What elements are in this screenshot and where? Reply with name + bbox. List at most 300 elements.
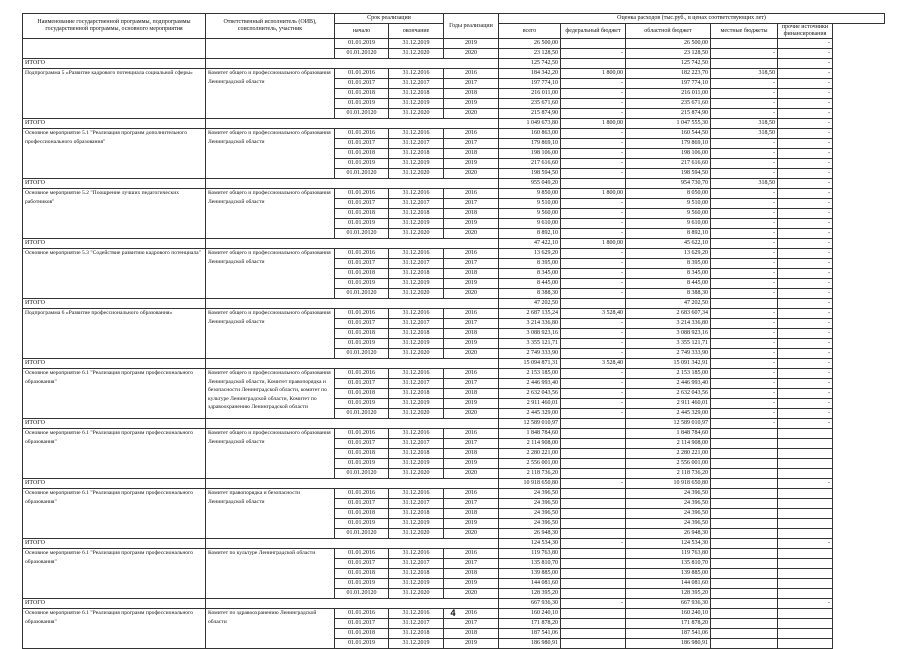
table-cell: 31.12.2016	[389, 249, 444, 259]
table-cell: 2 911 460,01	[499, 399, 561, 409]
table-cell	[561, 589, 626, 599]
table-cell: -	[711, 399, 778, 409]
total-cell: 667 936,30	[626, 599, 711, 609]
table-cell: -	[711, 289, 778, 299]
table-cell: 2017	[444, 139, 499, 149]
table-cell: 31.12.2018	[389, 89, 444, 99]
table-cell: 31.12.2017	[389, 439, 444, 449]
table-cell: -	[561, 409, 626, 419]
table-cell: 2 280 221,00	[499, 449, 561, 459]
table-cell: 31.12.2020	[389, 109, 444, 119]
table-cell: -	[778, 289, 833, 299]
table-cell: 217 616,60	[626, 159, 711, 169]
table-cell: 01.01.20120	[335, 229, 389, 239]
table-cell: 8 050,00	[626, 189, 711, 199]
table-cell	[561, 469, 626, 479]
table-cell: 9 610,00	[499, 219, 561, 229]
header-program: Наименование государственной программы, подпрограммы государственной программы, основного мероприятия	[23, 14, 206, 39]
table-cell: 31.12.2019	[389, 339, 444, 349]
table-cell	[778, 529, 833, 539]
total-cell	[711, 539, 778, 549]
table-row	[23, 429, 885, 439]
table-cell: 3 088 923,16	[626, 329, 711, 339]
total-label: ИТОГО	[23, 179, 206, 189]
header-other: прочие источники финансирования	[778, 24, 833, 39]
table-cell: 2019	[444, 519, 499, 529]
table-cell: 01.01.2017	[335, 319, 389, 329]
table-cell: 2017	[444, 79, 499, 89]
program-name: Основное мероприятие 6.1 "Реализация программ профессионального образования"	[23, 429, 206, 479]
table-cell: 2016	[444, 189, 499, 199]
table-cell: 2019	[444, 279, 499, 289]
table-cell: 23 128,50	[626, 49, 711, 59]
table-cell: 187 541,06	[499, 629, 561, 639]
table-cell: 01.01.2018	[335, 509, 389, 519]
executor-name: Комитет по здравоохранению Ленинградской области	[206, 609, 335, 649]
table-cell: 01.01.2017	[335, 619, 389, 629]
total-cell: 125 742,50	[626, 59, 711, 69]
total-label: ИТОГО	[23, 599, 206, 609]
table-cell: 01.01.2019	[335, 39, 389, 49]
table-cell: 119 763,80	[499, 549, 561, 559]
table-cell	[778, 509, 833, 519]
executor-name: Комитет общего и профессионального образования Ленинградской области	[206, 249, 335, 299]
total-row	[23, 479, 885, 489]
total-label: ИТОГО	[23, 119, 206, 129]
table-cell: 24 396,50	[499, 499, 561, 509]
total-cell: 10 918 650,80	[626, 479, 711, 489]
table-cell: 9 510,00	[626, 199, 711, 209]
table-cell: -	[561, 99, 626, 109]
table-cell: 2020	[444, 409, 499, 419]
table-cell: 01.01.2019	[335, 99, 389, 109]
total-cell: 47 422,10	[499, 239, 561, 249]
table-cell: 01.01.20120	[335, 529, 389, 539]
table-cell: -	[778, 149, 833, 159]
table-cell: 01.01.2016	[335, 609, 389, 619]
table-row	[23, 549, 885, 559]
table-cell	[711, 579, 778, 589]
table-cell: 26 948,30	[499, 529, 561, 539]
table-cell: -	[778, 189, 833, 199]
table-cell	[711, 629, 778, 639]
table-cell: -	[711, 109, 778, 119]
table-cell: 31.12.2020	[389, 229, 444, 239]
table-cell: -	[561, 249, 626, 259]
table-cell: 215 874,90	[626, 109, 711, 119]
header-total: всего	[499, 24, 561, 39]
table-cell: 31.12.2017	[389, 559, 444, 569]
table-cell: 139 885,00	[499, 569, 561, 579]
table-cell: 2017	[444, 559, 499, 569]
page-number: 4	[450, 608, 456, 618]
table-cell: 31.12.2016	[389, 309, 444, 319]
table-cell: 31.12.2018	[389, 329, 444, 339]
total-cell: 124 534,30	[499, 539, 561, 549]
total-cell: 45 622,10	[626, 239, 711, 249]
table-cell: 9 850,00	[499, 189, 561, 199]
table-cell: 01.01.2019	[335, 159, 389, 169]
table-cell: 31.12.2018	[389, 569, 444, 579]
table-cell: -	[711, 169, 778, 179]
total-row	[23, 419, 885, 429]
table-cell: 2019	[444, 579, 499, 589]
table-cell: 2 556 001,00	[626, 459, 711, 469]
table-cell	[711, 609, 778, 619]
table-cell: 2017	[444, 199, 499, 209]
table-cell: 179 869,10	[499, 139, 561, 149]
total-row	[23, 119, 885, 129]
table-cell: 8 892,10	[499, 229, 561, 239]
total-cell	[711, 59, 778, 69]
table-cell	[778, 549, 833, 559]
table-cell: 01.01.2017	[335, 139, 389, 149]
table-cell: 13 629,20	[499, 249, 561, 259]
table-cell: 01.01.2019	[335, 339, 389, 349]
table-cell: 186 980,91	[499, 639, 561, 649]
table-cell	[711, 519, 778, 529]
table-cell: -	[778, 329, 833, 339]
table-cell	[561, 39, 626, 49]
header-federal: федеральный бюджет	[561, 24, 626, 39]
table-cell: 198 106,00	[626, 149, 711, 159]
total-label: ИТОГО	[23, 239, 206, 249]
total-cell	[561, 59, 626, 69]
executor-name: Комитет общего и профессионального образования Ленинградской области	[206, 429, 335, 479]
table-cell: 2 445 329,00	[626, 409, 711, 419]
program-name: Подпрограмма 5 «Развитие кадрового потенциала социальной сферы»	[23, 69, 206, 119]
table-cell	[561, 639, 626, 649]
total-cell: 47 202,50	[626, 299, 711, 309]
table-cell: -	[778, 369, 833, 379]
table-cell: 2 445 329,00	[499, 409, 561, 419]
table-cell	[711, 549, 778, 559]
table-cell	[711, 589, 778, 599]
table-cell: -	[561, 49, 626, 59]
table-cell: 2017	[444, 619, 499, 629]
table-cell: -	[711, 99, 778, 109]
table-cell: -	[711, 79, 778, 89]
table-cell: 24 396,50	[499, 489, 561, 499]
table-cell: 8 395,00	[626, 259, 711, 269]
table-cell	[711, 569, 778, 579]
program-name: Основное мероприятие 5.1 "Реализация программ дополнительного профессионального образования"	[23, 129, 206, 179]
table-cell: -	[561, 79, 626, 89]
table-cell: 31.12.2020	[389, 529, 444, 539]
table-cell: 3 088 923,16	[499, 329, 561, 339]
table-cell	[778, 629, 833, 639]
total-cell: -	[778, 179, 833, 189]
table-cell	[561, 569, 626, 579]
total-cell: -	[711, 359, 778, 369]
header-start: начало	[335, 24, 389, 39]
total-label: ИТОГО	[23, 59, 206, 69]
table-cell: -	[711, 389, 778, 399]
table-cell: 01.01.2018	[335, 389, 389, 399]
table-cell	[561, 579, 626, 589]
table-cell: 31.12.2019	[389, 399, 444, 409]
table-cell: 31.12.2017	[389, 319, 444, 329]
table-cell: 01.01.2018	[335, 329, 389, 339]
executor-name: Комитет общего и профессионального образования Ленинградской области	[206, 129, 335, 179]
table-row	[23, 369, 885, 379]
executor-name: Комитет общего и профессионального образования Ленинградской области, Комитет правопорядка и безопасности Ленинградской области, комитет по культуре Ленинградской области, Комитет по здравоохранению Ленинградской области	[206, 369, 335, 419]
table-cell: 2017	[444, 379, 499, 389]
total-cell	[711, 599, 778, 609]
table-cell: 2 118 736,20	[499, 469, 561, 479]
table-cell: 2017	[444, 439, 499, 449]
table-cell: 2018	[444, 629, 499, 639]
table-cell: 2020	[444, 109, 499, 119]
table-cell	[711, 499, 778, 509]
table-cell: 216 011,00	[626, 89, 711, 99]
table-cell: 2 446 993,40	[626, 379, 711, 389]
table-cell	[778, 609, 833, 619]
table-cell: 318,50	[711, 69, 778, 79]
table-cell	[711, 459, 778, 469]
table-cell: 01.01.2018	[335, 629, 389, 639]
table-cell: -	[778, 79, 833, 89]
table-cell	[561, 499, 626, 509]
table-cell: 2 153 185,00	[626, 369, 711, 379]
table-cell: 01.01.20120	[335, 469, 389, 479]
table-cell: -	[778, 399, 833, 409]
table-cell	[778, 469, 833, 479]
program-name	[23, 39, 206, 59]
table-cell: 01.01.20120	[335, 589, 389, 599]
total-spacer	[206, 419, 499, 429]
table-cell: 119 763,80	[626, 549, 711, 559]
table-cell: 3 214 336,80	[499, 319, 561, 329]
total-cell: 124 534,30	[626, 539, 711, 549]
total-cell	[561, 179, 626, 189]
total-label: ИТОГО	[23, 419, 206, 429]
table-cell: 01.01.2019	[335, 399, 389, 409]
table-cell: -	[778, 259, 833, 269]
total-cell: 1 800,00	[561, 239, 626, 249]
table-cell: 2018	[444, 569, 499, 579]
table-cell: -	[561, 209, 626, 219]
table-cell: 2 683 607,34	[626, 309, 711, 319]
table-cell: 2017	[444, 259, 499, 269]
table-cell: 31.12.2018	[389, 269, 444, 279]
table-cell: 31.12.2016	[389, 609, 444, 619]
total-label: ИТОГО	[23, 539, 206, 549]
total-spacer	[206, 539, 499, 549]
total-spacer	[206, 359, 499, 369]
table-cell	[561, 459, 626, 469]
table-cell: 01.01.2018	[335, 149, 389, 159]
table-cell: -	[778, 339, 833, 349]
table-cell: 3 355 121,71	[499, 339, 561, 349]
table-cell: 01.01.2016	[335, 549, 389, 559]
table-cell: -	[711, 379, 778, 389]
table-cell	[561, 609, 626, 619]
table-cell: 31.12.2018	[389, 449, 444, 459]
table-cell: 160 544,50	[626, 129, 711, 139]
table-cell	[561, 449, 626, 459]
table-cell: -	[711, 369, 778, 379]
table-cell: 160 240,10	[499, 609, 561, 619]
header-local: местные бюджеты	[711, 24, 778, 39]
table-cell: 2018	[444, 209, 499, 219]
table-cell	[711, 509, 778, 519]
total-cell: 10 918 650,80	[499, 479, 561, 489]
table-cell: 01.01.2018	[335, 89, 389, 99]
total-cell: 318,50	[711, 179, 778, 189]
table-cell: 31.12.2016	[389, 429, 444, 439]
table-cell: 2 749 333,90	[626, 349, 711, 359]
table-cell: -	[561, 279, 626, 289]
table-cell: 24 396,50	[626, 499, 711, 509]
table-cell: 235 671,60	[499, 99, 561, 109]
table-cell: 2017	[444, 319, 499, 329]
table-cell: 2016	[444, 369, 499, 379]
budget-document-page	[22, 13, 884, 649]
total-cell: -	[711, 419, 778, 429]
table-cell: -	[778, 159, 833, 169]
table-cell: 31.12.2019	[389, 159, 444, 169]
table-cell: 01.01.2017	[335, 79, 389, 89]
table-cell: 31.12.2018	[389, 629, 444, 639]
table-cell: 215 874,90	[499, 109, 561, 119]
table-cell: -	[778, 269, 833, 279]
table-row	[23, 189, 885, 199]
table-cell: 31.12.2019	[389, 219, 444, 229]
table-cell: -	[711, 319, 778, 329]
table-cell: -	[778, 89, 833, 99]
table-cell	[561, 489, 626, 499]
table-cell: 2020	[444, 229, 499, 239]
table-cell: -	[711, 309, 778, 319]
table-cell: 8 445,00	[626, 279, 711, 289]
executor-name: Комитет общего и профессионального образования Ленинградской области	[206, 69, 335, 119]
table-cell	[561, 529, 626, 539]
table-cell: 01.01.20120	[335, 49, 389, 59]
table-body	[23, 39, 885, 649]
table-cell: -	[778, 219, 833, 229]
table-cell: 3 214 336,80	[626, 319, 711, 329]
table-cell: 3 528,40	[561, 309, 626, 319]
table-cell: 01.01.2018	[335, 209, 389, 219]
table-cell: 31.12.2017	[389, 499, 444, 509]
table-cell: -	[561, 169, 626, 179]
table-cell: 31.12.2017	[389, 379, 444, 389]
table-cell: -	[561, 349, 626, 359]
table-cell: 9 510,00	[499, 199, 561, 209]
table-cell: 31.12.2017	[389, 259, 444, 269]
table-cell: 13 629,20	[626, 249, 711, 259]
table-cell: 01.01.2018	[335, 449, 389, 459]
total-cell: 15 094 871,31	[499, 359, 561, 369]
total-row	[23, 599, 885, 609]
table-cell: 2018	[444, 449, 499, 459]
table-cell	[778, 519, 833, 529]
table-cell: -	[561, 339, 626, 349]
table-cell: 2 687 135,24	[499, 309, 561, 319]
table-cell: -	[778, 249, 833, 259]
table-cell: 01.01.2017	[335, 199, 389, 209]
header-years: Годы реализации	[444, 14, 499, 39]
table-cell: 01.01.20120	[335, 349, 389, 359]
table-cell: -	[711, 199, 778, 209]
total-cell: -	[561, 539, 626, 549]
table-cell: -	[711, 149, 778, 159]
table-cell: 144 081,60	[626, 579, 711, 589]
table-cell: 01.01.2019	[335, 639, 389, 649]
table-cell: 24 396,50	[626, 519, 711, 529]
table-cell	[778, 559, 833, 569]
table-row	[23, 129, 885, 139]
table-cell: 2016	[444, 429, 499, 439]
table-cell: 24 396,50	[626, 489, 711, 499]
table-cell: -	[561, 109, 626, 119]
table-cell: 160 240,10	[626, 609, 711, 619]
table-cell: 8 445,00	[499, 279, 561, 289]
table-cell: 184 342,20	[499, 69, 561, 79]
table-cell: 01.01.2019	[335, 219, 389, 229]
total-cell: -	[778, 419, 833, 429]
table-cell	[711, 439, 778, 449]
header-executor: Ответственный исполнитель (ОИВ), соисполнитель, участник	[206, 14, 335, 39]
table-cell: 1 800,00	[561, 189, 626, 199]
total-cell	[561, 299, 626, 309]
table-cell: 01.01.20120	[335, 289, 389, 299]
table-cell: -	[561, 139, 626, 149]
table-cell	[778, 459, 833, 469]
table-cell	[778, 639, 833, 649]
total-cell: -	[711, 239, 778, 249]
table-cell: 01.01.2018	[335, 569, 389, 579]
table-cell: -	[711, 159, 778, 169]
table-cell: 01.01.2018	[335, 269, 389, 279]
table-cell: 2 114 908,00	[626, 439, 711, 449]
table-cell: -	[711, 269, 778, 279]
table-cell: 135 810,70	[626, 559, 711, 569]
table-cell: 01.01.2016	[335, 309, 389, 319]
total-cell: 954 730,70	[626, 179, 711, 189]
table-cell: 24 396,50	[626, 509, 711, 519]
table-cell: 01.01.2019	[335, 579, 389, 589]
table-cell: -	[778, 109, 833, 119]
table-cell	[711, 529, 778, 539]
table-cell: 23 128,50	[499, 49, 561, 59]
table-cell: 2020	[444, 529, 499, 539]
executor-name: Комитет общего и профессионального образования Ленинградской области	[206, 189, 335, 239]
total-cell	[711, 479, 778, 489]
total-cell: -	[778, 599, 833, 609]
table-cell: 2018	[444, 89, 499, 99]
total-cell: 318,50	[711, 119, 778, 129]
table-cell	[561, 439, 626, 449]
table-cell	[778, 619, 833, 629]
total-cell: 12 589 010,97	[626, 419, 711, 429]
table-cell: 2 911 460,01	[626, 399, 711, 409]
table-cell: 2019	[444, 639, 499, 649]
table-cell: 8 388,30	[626, 289, 711, 299]
table-cell: 31.12.2019	[389, 579, 444, 589]
table-cell: 01.01.2016	[335, 189, 389, 199]
table-cell: -	[561, 389, 626, 399]
table-cell: 8 388,30	[499, 289, 561, 299]
total-spacer	[206, 479, 499, 489]
table-cell: 2020	[444, 589, 499, 599]
table-cell: -	[561, 269, 626, 279]
table-cell: -	[778, 69, 833, 79]
total-cell	[561, 419, 626, 429]
total-cell: -	[561, 479, 626, 489]
table-cell: 2019	[444, 399, 499, 409]
